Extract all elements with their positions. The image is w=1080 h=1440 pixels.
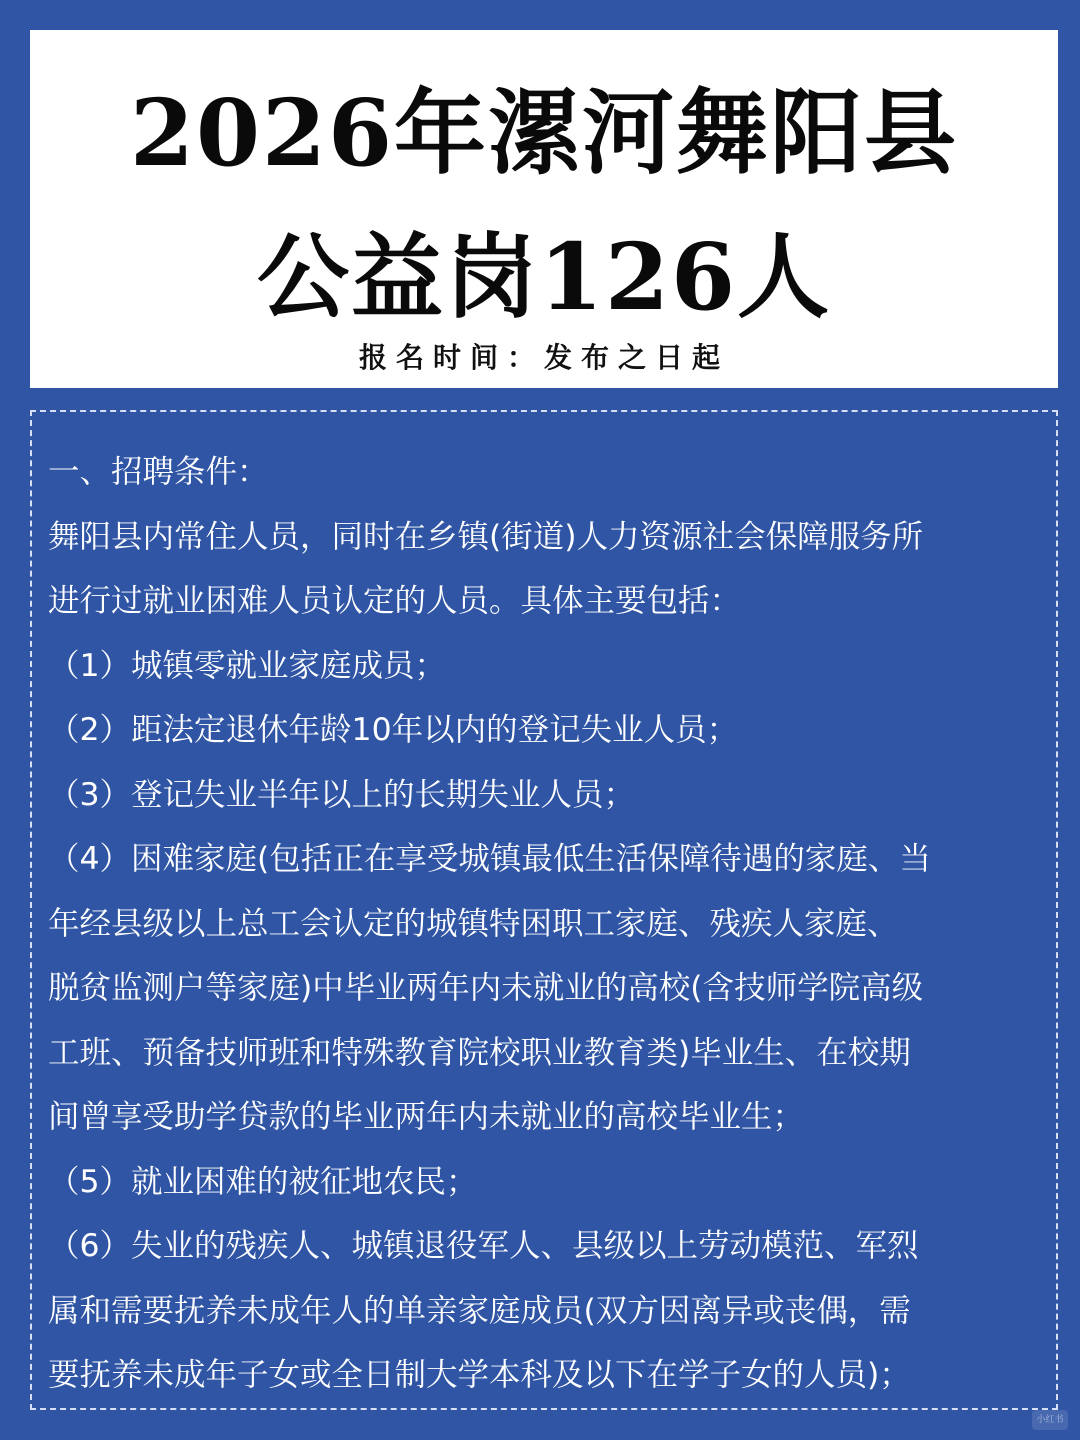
watermark-logo: 小红书 [1032, 1410, 1068, 1430]
registration-time-subtitle: 报名时间：发布之日起 [358, 341, 729, 374]
list-item-6-continued: 要抚养未成年子女或全日制大学本科及以下在学子女的人员)； [48, 1357, 911, 1393]
list-item-6-continued: 属和需要抚养未成年人的单亲家庭成员(双方因离异或丧偶，需 [48, 1292, 911, 1329]
list-item-6: （6）失业的残疾人、城镇退役军人、县级以上劳动模范、军烈 [48, 1228, 919, 1264]
recruitment-conditions-text [48, 440, 1048, 1408]
list-item-4-continued: 间曾享受助学贷款的毕业两年内未就业的高校毕业生； [48, 1099, 805, 1135]
list-item-4: （4）困难家庭(包括正在享受城镇最低生活保障待遇的家庭、当 [48, 841, 931, 877]
section-heading: 一、招聘条件： [48, 454, 269, 490]
body-line: 舞阳县内常住人员，同时在乡镇(街道)人力资源社会保障服务所 [48, 518, 924, 555]
list-item-4-continued: 工班、预备技师班和特殊教育院校职业教育类)毕业生、在校期 [48, 1034, 911, 1071]
list-item-2: （2）距法定退休年龄10年以内的登记失业人员； [48, 712, 739, 748]
list-item-3: （3）登记失业半年以上的长期失业人员； [48, 776, 636, 813]
header-card [30, 30, 1058, 388]
title-line-1: 2026年漯河舞阳县 [129, 79, 959, 187]
recruitment-conditions-box [30, 410, 1058, 1410]
list-item-4-continued: 脱贫监测户等家庭)中毕业两年内未就业的高校(含技师学院高级 [48, 970, 924, 1006]
body-line: 进行过就业困难人员认定的人员。具体主要包括： [48, 583, 742, 619]
list-item-5: （5）就业困难的被征地农民； [48, 1163, 478, 1200]
title-line-2: 公益岗126人 [256, 223, 832, 331]
list-item-1: （1）城镇零就业家庭成员； [48, 647, 447, 684]
list-item-4-continued: 年经县级以上总工会认定的城镇特困职工家庭、残疾人家庭、 [48, 905, 899, 942]
